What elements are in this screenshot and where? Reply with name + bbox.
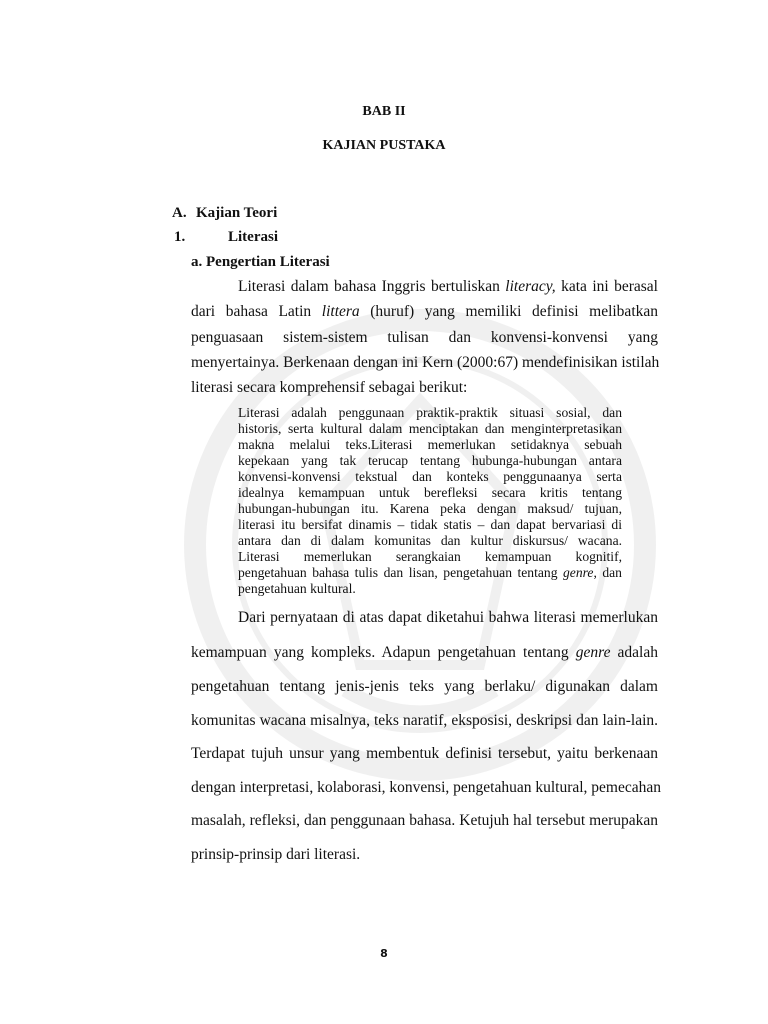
chapter-title: KAJIAN PUSTAKA [322, 138, 446, 153]
para2-line-8: prinsip-prinsip dari literasi. [191, 846, 361, 863]
section-title: Kajian Teori [196, 205, 278, 221]
para1-line-4: menyertainya. Berkenaan dengan ini Kern (2000:67) mendefinisikan istilah [191, 354, 660, 371]
para2-line-7: masalah, refleksi, dan penggunaan bahasa. Ketujuh hal tersebut merupakan [191, 812, 658, 829]
para2-line-4: komunitas wacana misalnya, teks naratif, eksposisi, deskripsi dan lain-lain. [191, 712, 658, 729]
para1-line-2: dari bahasa Latin littera (huruf) yang memiliki definisi melibatkan [191, 303, 659, 320]
quote-line-10: Literasi memerlukan serangkaian kemampuan kognitif, [238, 549, 622, 564]
quote-line-1: Literasi adalah penggunaan praktik-praktik situasi sosial, dan [238, 405, 622, 420]
para2-line-2: kemampuan yang kompleks. Adapun pengetahuan tentang genre adalah [191, 644, 658, 661]
page-number: 8 [380, 947, 388, 960]
quote-line-12: pengetahuan kultural. [238, 581, 356, 596]
subsubsection-heading: a. Pengertian Literasi [191, 254, 330, 270]
quote-line-8: literasi itu bersifat dinamis – tidak statis – dan dapat bervariasi di [238, 517, 622, 532]
para2-line-1: Dari pernyataan di atas dapat diketahui bahwa literasi memerlukan [238, 609, 658, 626]
para2-line-3: pengetahuan tentang jenis-jenis teks yang berlaku/ digunakan dalam [191, 678, 658, 695]
quote-line-3: makna melalui teks.Literasi memerlukan setidaknya sebuah [238, 437, 622, 452]
para1-line-5: literasi secara komprehensif sebagai berikut: [191, 379, 468, 396]
quote-line-7: hubungan-hubungan itu. Karena peka dengan maksud/ tujuan, [238, 501, 622, 516]
quote-line-6: idealnya kemampuan untuk berefleksi secara kritis tentang [238, 485, 622, 500]
subsection-title: Literasi [228, 229, 278, 245]
section-heading [172, 205, 277, 222]
chapter-label: BAB II [362, 104, 406, 119]
quote-line-2: historis, serta kultural dalam menciptakan dan menginterpretasikan [238, 421, 622, 436]
para1-line-3: penguasaan sistem-sistem tulisan dan konvensi-konvensi yang [191, 329, 658, 346]
quote-line-11: pengetahuan bahasa tulis dan lisan, pengetahuan tentang genre, dan [238, 565, 622, 580]
quote-line-5: konvensi-konvensi tekstual dan konteks penggunaanya serta [238, 469, 622, 484]
section-marker: A. [172, 205, 187, 221]
subsection-marker: 1. [174, 229, 186, 245]
quote-line-4: kepekaan yang tak terucap tentang hubunga-hubungan antara [238, 453, 622, 468]
quote-line-9: antara dan di dalam komunitas dan kultur diskursus/ wacana. [238, 533, 622, 548]
para2-line-5: Terdapat tujuh unsur yang membentuk definisi tersebut, yaitu berkenaan [191, 745, 658, 762]
subsection-heading [174, 229, 278, 246]
para2-line-6: dengan interpretasi, kolaborasi, konvensi, pengetahuan kultural, pemecahan [191, 779, 662, 796]
para1-line-1: Literasi dalam bahasa Inggris bertuliskan literacy, kata ini berasal [238, 278, 658, 295]
